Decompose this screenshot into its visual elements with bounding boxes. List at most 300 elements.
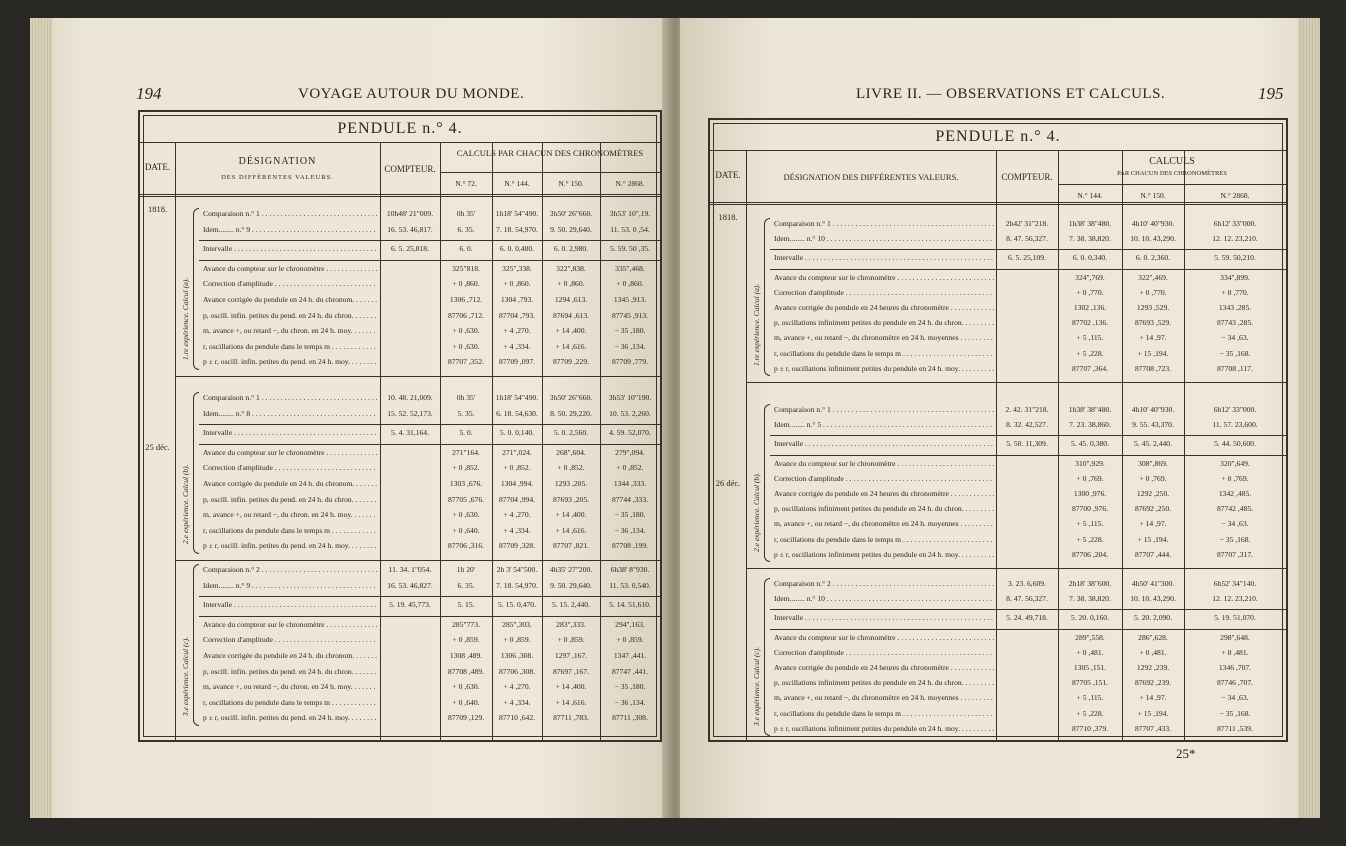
right-row-chrono-value: 4h10' 40"930.	[1131, 219, 1175, 228]
left-row-chrono-value: − 35 ,180.	[614, 510, 646, 520]
left-row-chrono-value: 6. 0. 2,980.	[553, 244, 589, 254]
left-table-row	[140, 294, 660, 305]
left-title-rule	[140, 142, 660, 143]
right-experience-label: 3.e expérience. Calcul (c).	[752, 646, 761, 726]
left-row-chrono-value: + 0 ,860.	[452, 279, 480, 289]
right-row-chrono-value: 5. 45. 2,440.	[1134, 439, 1172, 449]
left-row-label: Comparaison n.° 1 . . .	[203, 208, 378, 219]
right-row-label: p ± r, oscillations infiniment petites du pendule en 24 h. moy. . . .	[774, 363, 994, 374]
left-table-row	[140, 634, 660, 645]
right-table-row	[710, 662, 1286, 673]
right-row-chrono-value: 5. 45. 0,380.	[1071, 439, 1109, 449]
left-table-title: PENDULE n.° 4.	[337, 120, 463, 137]
right-table-row	[710, 692, 1286, 703]
right-row-chrono-value: 308",869.	[1138, 458, 1168, 468]
right-row-chrono-value: 320",649.	[1220, 458, 1250, 468]
right-row-compteur: 5. 50. 11,309.	[1006, 439, 1048, 449]
left-row-chrono-value: + 0 ,859.	[452, 635, 480, 645]
left-row-chrono-value: 285",303.	[502, 619, 532, 629]
right-header-rule	[710, 202, 1286, 205]
right-row-chrono-value: 87692 ,250.	[1134, 504, 1172, 514]
right-row-compteur: 5. 24. 49,718.	[1006, 613, 1048, 623]
right-row-rule	[770, 609, 1286, 610]
left-row-chrono-value: 6. 0. 0,480.	[499, 244, 535, 254]
left-row-chrono-value: 10. 53. 2,260.	[609, 408, 651, 418]
right-row-chrono-value: 322",469.	[1138, 272, 1168, 282]
left-page-number: 194	[136, 84, 162, 103]
right-row-label: Intervalle . . .	[774, 438, 994, 449]
left-row-chrono-value: 5. 15.	[457, 600, 475, 610]
right-table-row	[710, 233, 1286, 244]
right-row-label: r, oscillations du pendule dans le temps m . . .	[774, 534, 994, 545]
left-row-chrono-value: 6. 18. 54,630.	[496, 408, 538, 418]
left-row-chrono-value: 3h50' 26"660.	[549, 393, 593, 402]
right-row-label: Correction d'amplitude . . .	[774, 647, 994, 658]
right-block-rule	[746, 382, 1286, 383]
right-table-row	[710, 287, 1286, 298]
left-row-label: m, avance +, ou retard −, du chron. en 24 h. moy. . . .	[203, 509, 378, 520]
right-table-row	[710, 404, 1286, 415]
right-row-chrono-value: + 0 ,481.	[1221, 647, 1249, 657]
right-header-date: DATE.	[715, 170, 741, 180]
left-row-chrono-value: 87709 ,328.	[498, 541, 536, 551]
right-table-row	[710, 518, 1286, 529]
right-row-rule	[770, 269, 1286, 270]
left-row-compteur: 15. 52. 52,173.	[387, 408, 433, 418]
right-row-chrono-value: 1293 ,529.	[1136, 303, 1170, 312]
left-row-chrono-value: 3h53' 10"190.	[608, 393, 652, 402]
left-header-calculs: CALCULS PAR CHACUN DES CHRONOMÈTRES	[456, 148, 644, 158]
right-row-chrono-value: 12. 12. 23,210.	[1212, 594, 1258, 604]
right-row-chrono-value: 1342 ,485.	[1218, 489, 1252, 498]
right-row-chrono-value: 87743 ,285.	[1216, 318, 1254, 328]
left-row-label: Correction d'amplitude . . .	[203, 634, 378, 645]
right-row-chrono-value: + 15 ,194.	[1137, 348, 1169, 358]
left-row-compteur: 16. 53. 46,827.	[387, 580, 433, 590]
left-row-compteur: 5. 4. 31,164.	[391, 428, 429, 438]
right-table-row	[710, 612, 1286, 623]
right-row-label: p, oscillations infiniment petites du pendule en 24 h. du chron. . . .	[774, 503, 994, 514]
right-row-chrono-value: + 5 ,228.	[1076, 708, 1104, 718]
left-table-row	[140, 712, 660, 723]
left-row-chrono-value: 1293 ,205.	[554, 479, 588, 488]
left-row-chrono-value: + 0 ,860.	[503, 279, 531, 289]
left-row-label: r, oscillations du pendule dans le temps m . . .	[203, 697, 378, 708]
left-row-chrono-value: 1308 ,489.	[449, 651, 483, 660]
left-row-chrono-value: 87704 ,994.	[498, 494, 536, 504]
left-row-chrono-value: 325"818.	[452, 263, 480, 273]
left-row-chrono-value: + 0 ,852.	[557, 463, 585, 473]
left-row-chrono-value: 7. 18. 54,970.	[496, 580, 538, 590]
right-row-chrono-value: 87708 ,117.	[1217, 363, 1253, 373]
left-page	[30, 18, 670, 818]
left-header-designation: DÉSIGNATION	[238, 156, 317, 167]
left-header-date: DATE.	[144, 162, 171, 172]
right-row-chrono-value: 5. 59. 50,210.	[1214, 253, 1256, 263]
left-table-row	[140, 580, 660, 591]
left-row-chrono-value: 87705 ,676.	[447, 494, 485, 504]
right-row-chrono-value: 7. 23. 38,860.	[1069, 420, 1111, 430]
left-table-row	[140, 650, 660, 661]
right-row-chrono-value: 7. 38. 38,820.	[1069, 594, 1111, 604]
right-row-chrono-value: + 5 ,228.	[1076, 534, 1104, 544]
left-row-label: Intervalle . . .	[203, 243, 378, 254]
left-table-row	[140, 310, 660, 321]
right-row-chrono-value: 1292 ,250.	[1136, 489, 1170, 498]
right-row-compteur: 2h42' 31"218.	[1005, 219, 1049, 228]
left-row-chrono-value: 5. 15. 0,470.	[498, 600, 536, 610]
right-row-chrono-value: − 34 ,63.	[1221, 519, 1249, 529]
left-row-chrono-value: 87707 ,821.	[552, 541, 590, 551]
left-row-chrono-value: + 0 ,859.	[616, 635, 644, 645]
left-row-rule	[199, 240, 660, 241]
right-row-label: Intervalle . . .	[774, 612, 994, 623]
left-row-label: Comparaison n.° 1 . . .	[203, 392, 378, 403]
right-row-chrono-value: + 15 ,194.	[1137, 708, 1169, 718]
right-row-chrono-value: 87705 ,151.	[1071, 678, 1109, 688]
left-header-chrono-1: N.° 144.	[504, 179, 530, 188]
right-table-row	[710, 438, 1286, 449]
left-row-chrono-value: + 4 ,270.	[503, 510, 531, 520]
left-experience-label: 2.e expérience. Calcul (b).	[181, 464, 190, 544]
right-row-compteur: 2. 42. 31"218.	[1005, 405, 1049, 414]
left-row-chrono-value: 5. 59. 50 ,35.	[610, 244, 650, 254]
right-table-row	[710, 647, 1286, 658]
left-row-chrono-value: + 0 ,640.	[452, 525, 480, 535]
right-row-chrono-value: + 14 ,97.	[1139, 693, 1167, 703]
right-block-rule	[746, 568, 1286, 569]
left-header-chrono-3: N.° 2868.	[615, 179, 645, 188]
left-row-chrono-value: 1303 ,676.	[449, 479, 483, 488]
right-running-head: LIVRE II. — OBSERVATIONS ET CALCULS.	[856, 86, 1166, 102]
left-header-chrono-0: N.° 72.	[455, 179, 477, 188]
right-table-row	[710, 503, 1286, 514]
left-row-chrono-value: + 4 ,270.	[503, 682, 531, 692]
left-row-chrono-value: 268",604.	[556, 447, 586, 457]
right-row-chrono-value: 6. 0. 2,360.	[1135, 253, 1171, 263]
left-table-row	[140, 392, 660, 403]
right-row-chrono-value: + 5 ,228.	[1076, 348, 1104, 358]
left-row-chrono-value: 5. 0.	[459, 428, 473, 438]
right-table-row	[710, 419, 1286, 430]
right-row-chrono-value: 87707 ,433.	[1134, 723, 1172, 733]
left-row-chrono-value: 6. 35.	[457, 580, 475, 590]
left-row-chrono-value: 3h50' 26"660.	[549, 209, 593, 218]
left-row-chrono-value: 6h38' 8"930.	[610, 565, 650, 574]
right-table-row	[710, 218, 1286, 229]
left-row-chrono-value: + 14 ,400.	[555, 326, 587, 336]
left-row-label: Avance du compteur sur le chronomètre . . .	[203, 447, 378, 458]
right-row-chrono-value: 1h38' 38"480.	[1068, 405, 1112, 414]
right-row-chrono-value: 87746 ,707.	[1216, 678, 1254, 688]
left-table-row	[140, 619, 660, 630]
left-row-chrono-value: 87706 ,712.	[447, 310, 485, 320]
right-table-row	[710, 677, 1286, 688]
right-row-chrono-value: 6h12' 33"000.	[1213, 405, 1257, 414]
left-row-chrono-value: 4h35' 27"200.	[549, 565, 593, 574]
left-row-chrono-value: 1304 ,793.	[500, 295, 534, 304]
right-page	[680, 18, 1320, 818]
left-row-chrono-value: 5. 0. 0,140.	[499, 428, 535, 438]
right-row-chrono-value: 7. 38. 38,820.	[1069, 234, 1111, 244]
left-table-row	[140, 564, 660, 575]
left-row-chrono-value: + 14 ,400.	[555, 682, 587, 692]
right-row-chrono-value: 87692 ,239.	[1134, 678, 1172, 688]
right-table-row	[710, 534, 1286, 545]
right-row-chrono-value: + 0 ,769.	[1221, 473, 1249, 483]
right-header-calculs: CALCULS	[1149, 156, 1195, 167]
left-row-label: Correction d'amplitude . . .	[203, 462, 378, 473]
left-row-chrono-value: 5. 15. 2,440.	[552, 600, 590, 610]
left-row-chrono-value: 325",338.	[502, 263, 532, 273]
left-row-label: p, oscill. infin. petites du pend. en 24 h. du chron. . . .	[203, 494, 378, 505]
right-row-chrono-value: − 34 ,63.	[1221, 693, 1249, 703]
right-table-row	[710, 332, 1286, 343]
left-row-compteur: 5. 19. 45,773.	[389, 600, 431, 610]
left-header-chrono-2: N.° 150.	[558, 179, 584, 188]
right-row-chrono-value: 1302 ,136.	[1073, 303, 1107, 312]
left-row-label: Avance du compteur sur le chronomètre . . .	[203, 619, 378, 630]
right-row-chrono-value: + 0 ,770.	[1221, 287, 1249, 297]
left-row-chrono-value: 7. 18. 54,970.	[496, 224, 538, 234]
left-row-chrono-value: + 0 ,630.	[452, 341, 480, 351]
left-row-compteur: 11. 34. 1"054.	[388, 565, 432, 574]
left-row-chrono-value: 2h 3' 54"500.	[496, 565, 538, 574]
left-table-row	[140, 408, 660, 419]
left-row-chrono-value: 271",024.	[502, 447, 532, 457]
left-running-head: VOYAGE AUTOUR DU MONDE.	[298, 86, 525, 102]
right-row-chrono-value: 298",648.	[1220, 632, 1250, 642]
right-row-chrono-value: 11. 57. 23,600.	[1212, 420, 1258, 430]
right-row-label: Comparaison n.° 2 . . .	[774, 578, 994, 589]
right-row-chrono-value: 4h50' 41"300.	[1131, 579, 1175, 588]
right-day: 26 déc.	[715, 478, 741, 488]
right-row-compteur: 8. 47. 56,327.	[1006, 234, 1048, 244]
right-row-chrono-value: 6h12' 33"000.	[1213, 219, 1257, 228]
left-row-chrono-value: 0h 35'	[456, 393, 476, 402]
right-row-chrono-value: 87708 ,723.	[1134, 363, 1172, 373]
left-row-chrono-value: 1304 ,994.	[500, 479, 534, 488]
right-table-title: PENDULE n.° 4.	[935, 128, 1061, 145]
right-row-label: Avance du compteur sur le chronomètre . . .	[774, 632, 994, 643]
right-row-label: Intervalle . . .	[774, 252, 994, 263]
right-row-label: Avance du compteur sur le chronomètre . . .	[774, 458, 994, 469]
right-row-chrono-value: + 5 ,115.	[1076, 519, 1104, 529]
left-row-chrono-value: 1297 ,167.	[554, 651, 588, 660]
right-table-row	[710, 302, 1286, 313]
left-row-chrono-value: − 36 ,134.	[614, 341, 646, 351]
left-row-compteur: 10. 48. 21,009.	[387, 393, 433, 402]
right-row-chrono-value: 10. 10. 43,290.	[1130, 594, 1176, 604]
left-row-label: m, avance +, ou retard −, du chron. en 24 h. moy. . . .	[203, 681, 378, 692]
right-row-chrono-value: 10. 10. 43,290.	[1130, 234, 1176, 244]
right-row-chrono-value: 87707 ,317.	[1216, 549, 1254, 559]
right-header-designation: DÉSIGNATION DES DIFFÉRENTES VALEURS.	[783, 172, 959, 182]
signature-mark: 25*	[1176, 746, 1196, 761]
left-block-rule	[175, 560, 660, 561]
right-table-row	[710, 549, 1286, 560]
right-table-row	[710, 363, 1286, 374]
right-row-chrono-value: + 14 ,97.	[1139, 519, 1167, 529]
left-table-row	[140, 224, 660, 235]
right-table-row	[710, 578, 1286, 589]
left-row-chrono-value: + 14 ,400.	[555, 510, 587, 520]
left-row-chrono-value: − 35 ,180.	[614, 682, 646, 692]
right-row-chrono-value: + 0 ,481.	[1139, 647, 1167, 657]
left-table-row	[140, 681, 660, 692]
left-row-label: Idem........ n.° 9 . . .	[203, 224, 378, 235]
left-row-chrono-value: 1h18' 54"490.	[495, 209, 539, 218]
left-row-chrono-value: 322",838.	[556, 263, 586, 273]
right-row-label: Avance corrigée du pendule en 24 heures du chronomètre . . .	[774, 662, 994, 673]
left-row-chrono-value: 6. 0.	[459, 244, 473, 254]
right-row-label: Correction d'amplitude . . .	[774, 473, 994, 484]
right-row-chrono-value: 1h38' 38"480.	[1068, 219, 1112, 228]
left-row-chrono-value: 11. 53. 0 ,54.	[610, 224, 650, 234]
right-row-label: p, oscillations infiniment petites du pendule en 24 h. du chron. . . .	[774, 317, 994, 328]
left-row-chrono-value: 5. 14. 51,610.	[609, 600, 651, 610]
right-row-chrono-value: + 15 ,194.	[1137, 534, 1169, 544]
right-row-label: p ± r, oscillations infiniment petites du pendule en 24 h. moy. . . .	[774, 549, 994, 560]
left-row-label: Intervalle . . .	[203, 599, 378, 610]
right-row-chrono-value: 5. 19. 51,070.	[1214, 613, 1256, 623]
right-row-chrono-value: 87693 ,529.	[1134, 318, 1172, 328]
right-row-chrono-value: 5. 20. 0,160.	[1071, 613, 1109, 623]
left-row-label: p ± r, oscill. infin. petites du pend. en 24 h. moy. . . .	[203, 356, 378, 367]
right-row-compteur: 6. 5. 25,109.	[1008, 253, 1046, 263]
left-table-row	[140, 427, 660, 438]
right-row-label: Idem........ n.° 10 . . .	[774, 233, 994, 244]
left-chrono-header-rule	[440, 172, 660, 173]
left-row-chrono-value: 4. 59. 52,070.	[609, 428, 651, 438]
left-table-row	[140, 599, 660, 610]
right-row-label: r, oscillations du pendule dans le temps m . . .	[774, 708, 994, 719]
right-row-rule	[770, 629, 1286, 630]
right-table-frame	[708, 118, 1288, 742]
left-row-chrono-value: 1347 ,441.	[613, 651, 647, 660]
right-row-label: Avance corrigée du pendule en 24 heures du chronomètre . . .	[774, 302, 994, 313]
right-row-compteur: 3. 23. 6,609.	[1008, 579, 1046, 588]
right-table-row	[710, 252, 1286, 263]
right-row-chrono-value: 324",769.	[1075, 272, 1105, 282]
right-row-label: Avance corrigée du pendule en 24 heures du chronomètre . . .	[774, 488, 994, 499]
left-experience-label: 3.e expérience. Calcul (c).	[181, 636, 190, 716]
right-chrono-header-rule	[1058, 184, 1286, 185]
left-row-chrono-value: 87709 ,129.	[447, 713, 485, 723]
right-header-compteur: COMPTEUR.	[1001, 172, 1053, 182]
left-table-row	[140, 447, 660, 458]
left-header-designation-sub: DES DIFFÉRENTES VALEURS.	[221, 174, 334, 181]
right-row-label: m, avance +, ou retard −, du chronomètre en 24 h. moyennes . . .	[774, 692, 994, 703]
left-row-chrono-value: + 0 ,852.	[503, 463, 531, 473]
left-row-compteur: 16. 53. 46,817.	[387, 224, 433, 234]
left-header-rule	[140, 194, 660, 197]
left-row-chrono-value: 9. 50. 29,640.	[550, 224, 592, 234]
left-row-label: Avance corrigée du pendule en 24 h. du chronom. . . .	[203, 478, 378, 489]
left-row-chrono-value: 6. 35.	[457, 224, 475, 234]
right-header-calculs-sub: PAR CHACUN DES CHRONOMÈTRES	[1117, 170, 1227, 177]
right-row-label: Idem........ n.° 5 . . .	[774, 419, 994, 430]
left-row-chrono-value: + 14 ,616.	[555, 525, 587, 535]
left-row-chrono-value: + 0 ,859.	[503, 635, 531, 645]
open-book	[30, 18, 1320, 818]
right-row-label: p ± r, oscillations infiniment petites du pendule en 24 h. moy. . . .	[774, 723, 994, 734]
left-row-chrono-value: 1294 ,613.	[554, 295, 588, 304]
right-row-label: r, oscillations du pendule dans le temps m . . .	[774, 348, 994, 359]
left-day: 25 déc.	[145, 442, 170, 452]
left-block-rule	[175, 376, 660, 377]
left-row-chrono-value: + 0 ,630.	[452, 510, 480, 520]
right-row-chrono-value: 5. 20. 2,090.	[1134, 613, 1172, 623]
left-row-chrono-value: + 4 ,270.	[503, 326, 531, 336]
right-row-chrono-value: 9. 55. 43,370.	[1132, 420, 1174, 430]
left-table-row	[140, 208, 660, 219]
right-row-label: Comparaison n.° 1 . . .	[774, 404, 994, 415]
right-row-chrono-value: 87706 ,204.	[1071, 549, 1109, 559]
left-row-label: m, avance +, ou retard −, du chron. en 24 h. moy. . . .	[203, 325, 378, 336]
left-row-chrono-value: 87694 ,613.	[552, 310, 590, 320]
right-row-chrono-value: 4h10' 40"930.	[1131, 405, 1175, 414]
right-row-chrono-value: + 5 ,115.	[1076, 693, 1104, 703]
right-row-chrono-value: 5. 44. 50,600.	[1214, 439, 1256, 449]
right-table-row	[710, 723, 1286, 734]
left-row-chrono-value: 87745 ,913.	[611, 310, 649, 320]
left-row-chrono-value: 283",333.	[556, 619, 586, 629]
left-table-row	[140, 540, 660, 551]
left-page-edges	[30, 18, 52, 818]
left-row-chrono-value: + 4 ,334.	[503, 697, 531, 707]
left-row-chrono-value: 1h18' 54"490.	[495, 393, 539, 402]
left-row-chrono-value: 87706 ,308.	[498, 666, 536, 676]
left-table-row	[140, 666, 660, 677]
right-row-chrono-value: 289",558.	[1075, 632, 1105, 642]
left-row-compteur: 6. 5. 25,818.	[391, 244, 429, 254]
right-row-label: Comparaison n.° 1 . . .	[774, 218, 994, 229]
right-table-row	[710, 473, 1286, 484]
right-row-rule	[770, 249, 1286, 250]
left-row-label: p ± r, oscill. infin. petites du pend. en 24 h. moy. . . .	[203, 712, 378, 723]
left-row-chrono-value: 1306 ,308.	[500, 651, 534, 660]
left-row-chrono-value: + 14 ,616.	[555, 697, 587, 707]
right-row-chrono-value: − 35 ,168.	[1219, 534, 1251, 544]
right-row-chrono-value: 310",929.	[1075, 458, 1105, 468]
right-row-chrono-value: + 5 ,115.	[1076, 333, 1104, 343]
right-row-compteur: 8. 32. 42,527.	[1006, 420, 1048, 430]
left-row-chrono-value: 87697 ,167.	[552, 666, 590, 676]
left-row-label: Idem........ n.° 8 . . .	[203, 408, 378, 419]
left-row-label: Comparaison n.° 2 . . .	[203, 564, 378, 575]
right-row-chrono-value: 1300 ,976.	[1073, 489, 1107, 498]
left-row-chrono-value: 5. 35.	[457, 408, 475, 418]
left-row-chrono-value: 87711 ,308.	[612, 713, 648, 723]
left-row-chrono-value: 1345 ,913.	[613, 295, 647, 304]
right-year: 1818.	[718, 212, 738, 222]
left-row-chrono-value: 8. 50. 29,220.	[550, 408, 592, 418]
right-row-rule	[770, 435, 1286, 436]
left-row-rule	[199, 260, 660, 261]
left-table-row	[140, 243, 660, 254]
left-row-label: Idem........ n.° 9 . . .	[203, 580, 378, 591]
left-row-chrono-value: 1306 ,712.	[449, 295, 483, 304]
right-row-chrono-value: + 0 ,769.	[1076, 473, 1104, 483]
left-row-label: Correction d'amplitude . . .	[203, 278, 378, 289]
right-row-chrono-value: − 35 ,168.	[1219, 708, 1251, 718]
right-row-chrono-value: 1346 ,707.	[1218, 663, 1252, 672]
right-row-label: m, avance +, ou retard −, du chronomètre en 24 h. moyennes . . .	[774, 332, 994, 343]
right-title-rule	[710, 150, 1286, 151]
left-row-label: r, oscillations du pendule dans le temps m . . .	[203, 525, 378, 536]
right-row-compteur: 8. 47. 56,327.	[1006, 594, 1048, 604]
